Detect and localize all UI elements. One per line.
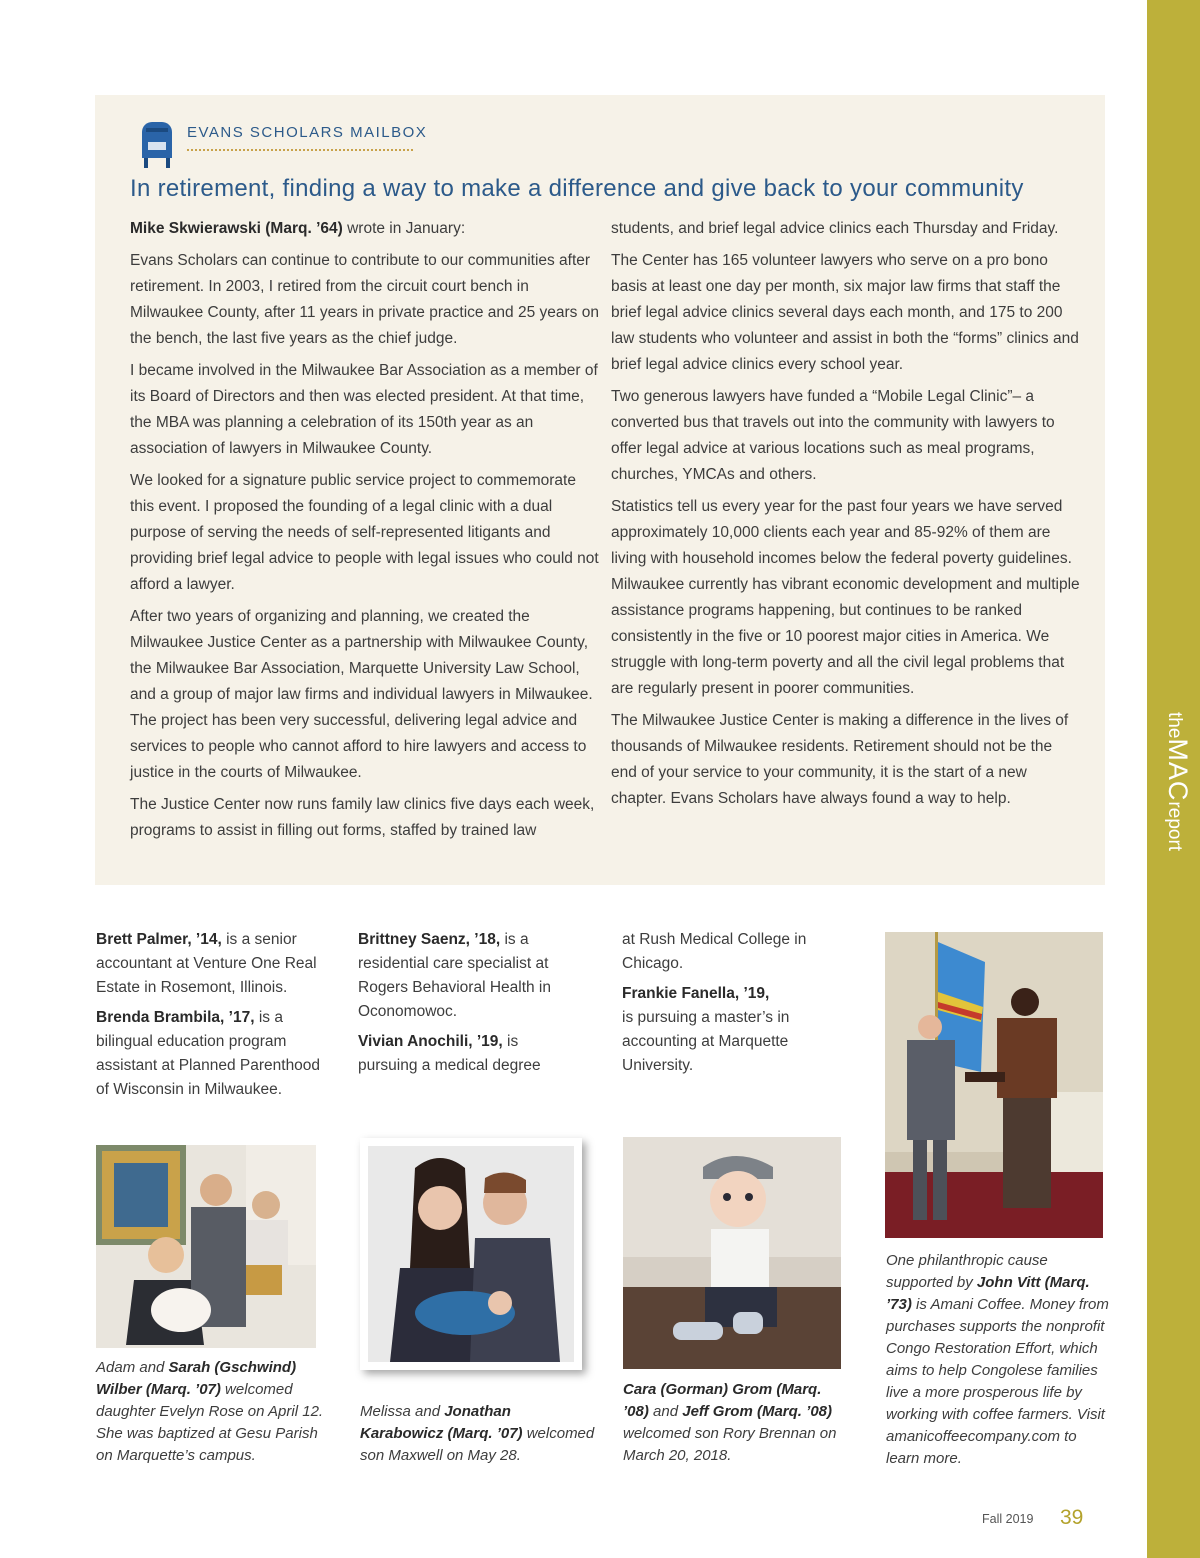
caption-text: and [648, 1403, 683, 1420]
caption-name: Cara (Gorman) Grom (Marq. ’08) [623, 1381, 822, 1420]
paragraph: After two years of organizing and planning, we created the Milwaukee Justice Center as a partnership with Milwaukee County, the Milwaukee Bar Association, Marquette University Law School, and a group of major law firms and individual lawyers in Milwaukee. The project has been very successful, delivering legal advice and services to people who cannot afford to hire lawyers and access to justice in the courts of Milwaukee. [130, 608, 593, 781]
paragraph: students, and brief legal advice clinics each Thursday and Friday. [611, 220, 1059, 237]
kicker-divider [187, 149, 413, 151]
caption-name: Jeff Grom (Marq. ’08) [682, 1403, 832, 1420]
caption-text: Adam and [96, 1359, 169, 1376]
caption-name: Sarah (Gschwind) Wilber (Marq. ’07) [96, 1359, 297, 1398]
class-note [358, 928, 580, 1024]
class-notes-column-2 [358, 928, 580, 1084]
note-text: is pursuing a medical degree [358, 1033, 541, 1074]
caption-text: Melissa and [360, 1403, 445, 1420]
paragraph: Evans Scholars can continue to contribute to our communities after retirement. In 2003, I retired from the circuit court bench in Milwaukee County, after 11 years in private practice and 25 years on the bench, the last five years as the chief judge. [130, 252, 599, 347]
paragraph: Two generous lawyers have funded a “Mobile Legal Clinic”– a converted bus that travels out into the community with lawyers to offer legal advice at various locations such as meal programs, churches, YMCAs and others. [611, 388, 1055, 483]
note-name: Vivian Anochili, ’19, [358, 1033, 503, 1050]
note-text: is a residential care specialist at Rogers Behavioral Health in Oconomowoc. [358, 931, 551, 1020]
class-note [96, 1006, 328, 1102]
class-note [358, 1030, 580, 1078]
letter-intro [130, 216, 600, 242]
caption-grom [623, 1379, 851, 1467]
letter-column-right [611, 216, 1081, 818]
paragraph: The Justice Center now runs family law clinics five days each week, programs to assist in filling out forms, staffed by trained law [130, 796, 595, 839]
page-number: 39 [1060, 1506, 1084, 1529]
caption-vitt [886, 1250, 1114, 1470]
brand-suffix: report [1164, 801, 1185, 852]
caption-text: welcomed son Maxwell on May 28. [360, 1425, 595, 1464]
paragraph: Statistics tell us every year for the past four years we have served approximately 10,000 clients each year and 85-92% of them are living with household incomes below the federal poverty guidelines. Milwaukee currently has vibrant economic development and multiple assistance programs happening, but continues to be ranked consistently in the five or 10 poorest major cities in America. We struggle with long-term poverty and all the civil legal problems that are regularly present in poorer communities. [611, 498, 1080, 697]
footer-season: Fall 2019 [982, 1512, 1034, 1526]
caption-text: is Amani Coffee. Money from purchases supports the nonprofit Congo Restoration Effort, which aims to help Congolese families live a more prosperous life by working with coffee farmers. Visit amanicoffeecompany.com to learn more. [886, 1296, 1109, 1467]
caption-karabowicz [360, 1401, 596, 1467]
paragraph: I became involved in the Milwaukee Bar Association as a member of its Board of Directors and then was elected president. At that time, the MBA was planning a celebration of its 150th year as an association of lawyers in Milwaukee County. [130, 362, 598, 457]
paragraph: The Center has 165 volunteer lawyers who serve on a pro bono basis at least one day per month, six major law firms that staff the brief legal advice clinics several days each month, and 175 to 200 law students who volunteer and assist in both the “forms” clinics and brief legal advice clinics every school year. [611, 252, 1079, 373]
letter-column-left [130, 216, 600, 850]
photo-karabowicz-family [360, 1138, 582, 1370]
class-note [96, 928, 328, 1000]
note-name: Frankie Fanella, ’19, [622, 985, 770, 1002]
caption-wilber [96, 1357, 328, 1467]
section-kicker: EVANS SCHOLARS MAILBOX [187, 124, 428, 141]
paragraph: The Milwaukee Justice Center is making a difference in the lives of thousands of Milwaukee residents. Retirement should not be the end of your service to your community, it is the start of a new chapter. Evans Scholars have always found a way to help. [611, 712, 1069, 807]
class-note [622, 982, 832, 1078]
note-name: Brett Palmer, ’14, [96, 931, 222, 948]
class-notes-column-3 [622, 928, 832, 1084]
class-notes-column-1 [96, 928, 328, 1108]
note-name: Brittney Saenz, ’18, [358, 931, 501, 948]
note-name: Brenda Brambila, ’17, [96, 1009, 255, 1026]
note-text: is a senior accountant at Venture One Real Estate in Rosemont, Illinois. [96, 931, 317, 996]
caption-text: One philanthropic cause supported by [886, 1252, 1048, 1291]
caption-text: welcomed daughter Evelyn Rose on April 12. She was baptized at Gesu Parish on Marquette’s campus. [96, 1381, 324, 1464]
magazine-brand [1150, 712, 1196, 852]
article-headline: In retirement, finding a way to make a difference and give back to your community [130, 175, 1024, 202]
caption-name: John Vitt (Marq. ’73) [886, 1274, 1090, 1313]
photo-grom-baby [623, 1137, 841, 1369]
paragraph: We looked for a signature public service project to commemorate this event. I proposed the founding of a legal clinic with a dual purpose of serving the needs of self-represented litigants and providing brief legal advice to people with legal issues who could not afford a lawyer. [130, 472, 599, 593]
brand-prefix: the [1164, 712, 1185, 739]
letter-intro-text: wrote in January: [342, 220, 466, 237]
brand-mac: MAC [1163, 738, 1193, 802]
photo-wilber-family [96, 1145, 316, 1348]
note-text: is pursuing a master’s in accounting at Marquette University. [622, 1009, 790, 1074]
caption-name: Jonathan Karabowicz (Marq. ’07) [360, 1403, 523, 1442]
note-text: is a bilingual education program assistant at Planned Parenthood of Wisconsin in Milwaukee. [96, 1009, 321, 1098]
class-note-continued: at Rush Medical College in Chicago. [622, 931, 807, 972]
letter-author: Mike Skwierawski (Marq. ’64) [130, 220, 343, 237]
caption-text: welcomed son Rory Brennan on March 20, 2018. [623, 1425, 837, 1464]
photo-handshake [885, 932, 1103, 1238]
mailbox-icon [136, 120, 178, 170]
